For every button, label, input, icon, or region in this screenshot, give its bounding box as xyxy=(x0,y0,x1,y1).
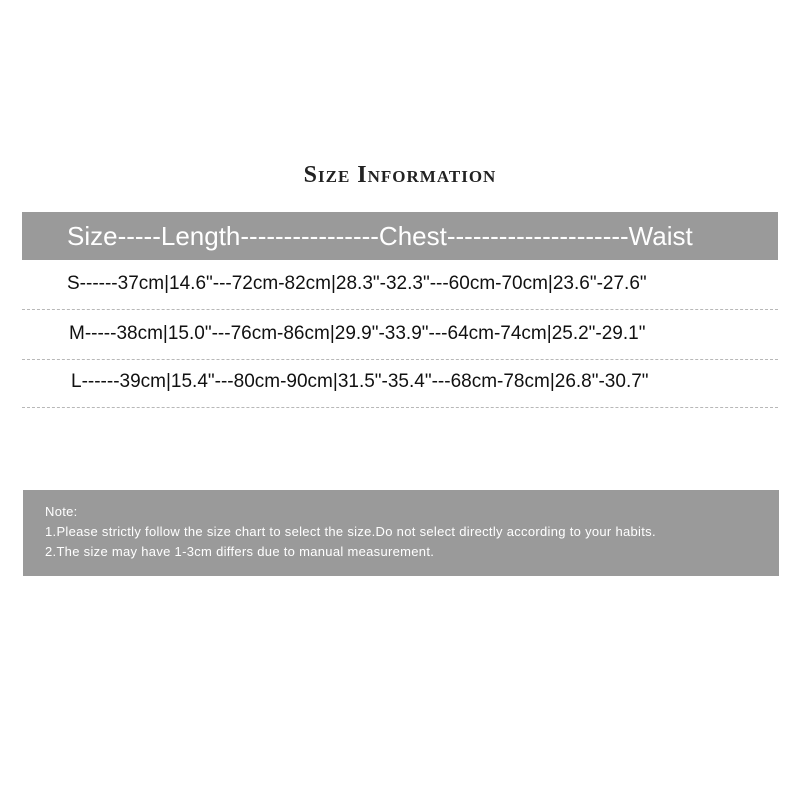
note-box xyxy=(23,490,779,576)
size-row-text: L------39cm|15.4"---80cm-90cm|31.5"-35.4"---68cm-78cm|26.8"-30.7" xyxy=(71,371,649,392)
size-row-s xyxy=(22,262,778,310)
size-row-text: M-----38cm|15.0"---76cm-86cm|29.9"-33.9"---64cm-74cm|25.2"-29.1" xyxy=(69,323,646,344)
size-row-m xyxy=(22,312,778,360)
size-row-text: S------37cm|14.6"---72cm-82cm|28.3"-32.3"---60cm-70cm|23.6"-27.6" xyxy=(67,273,647,294)
size-table-header: Size-----Length----------------Chest---------------------Waist xyxy=(22,212,778,260)
note-line-2: 2.The size may have 1-3cm differs due to manual measurement. xyxy=(45,544,435,559)
size-row-l xyxy=(22,360,778,408)
page-title: Size Information xyxy=(303,162,497,188)
note-heading: Note: xyxy=(45,504,78,519)
note-line-1: 1.Please strictly follow the size chart to select the size.Do not select directly according to your habits. xyxy=(45,524,656,539)
